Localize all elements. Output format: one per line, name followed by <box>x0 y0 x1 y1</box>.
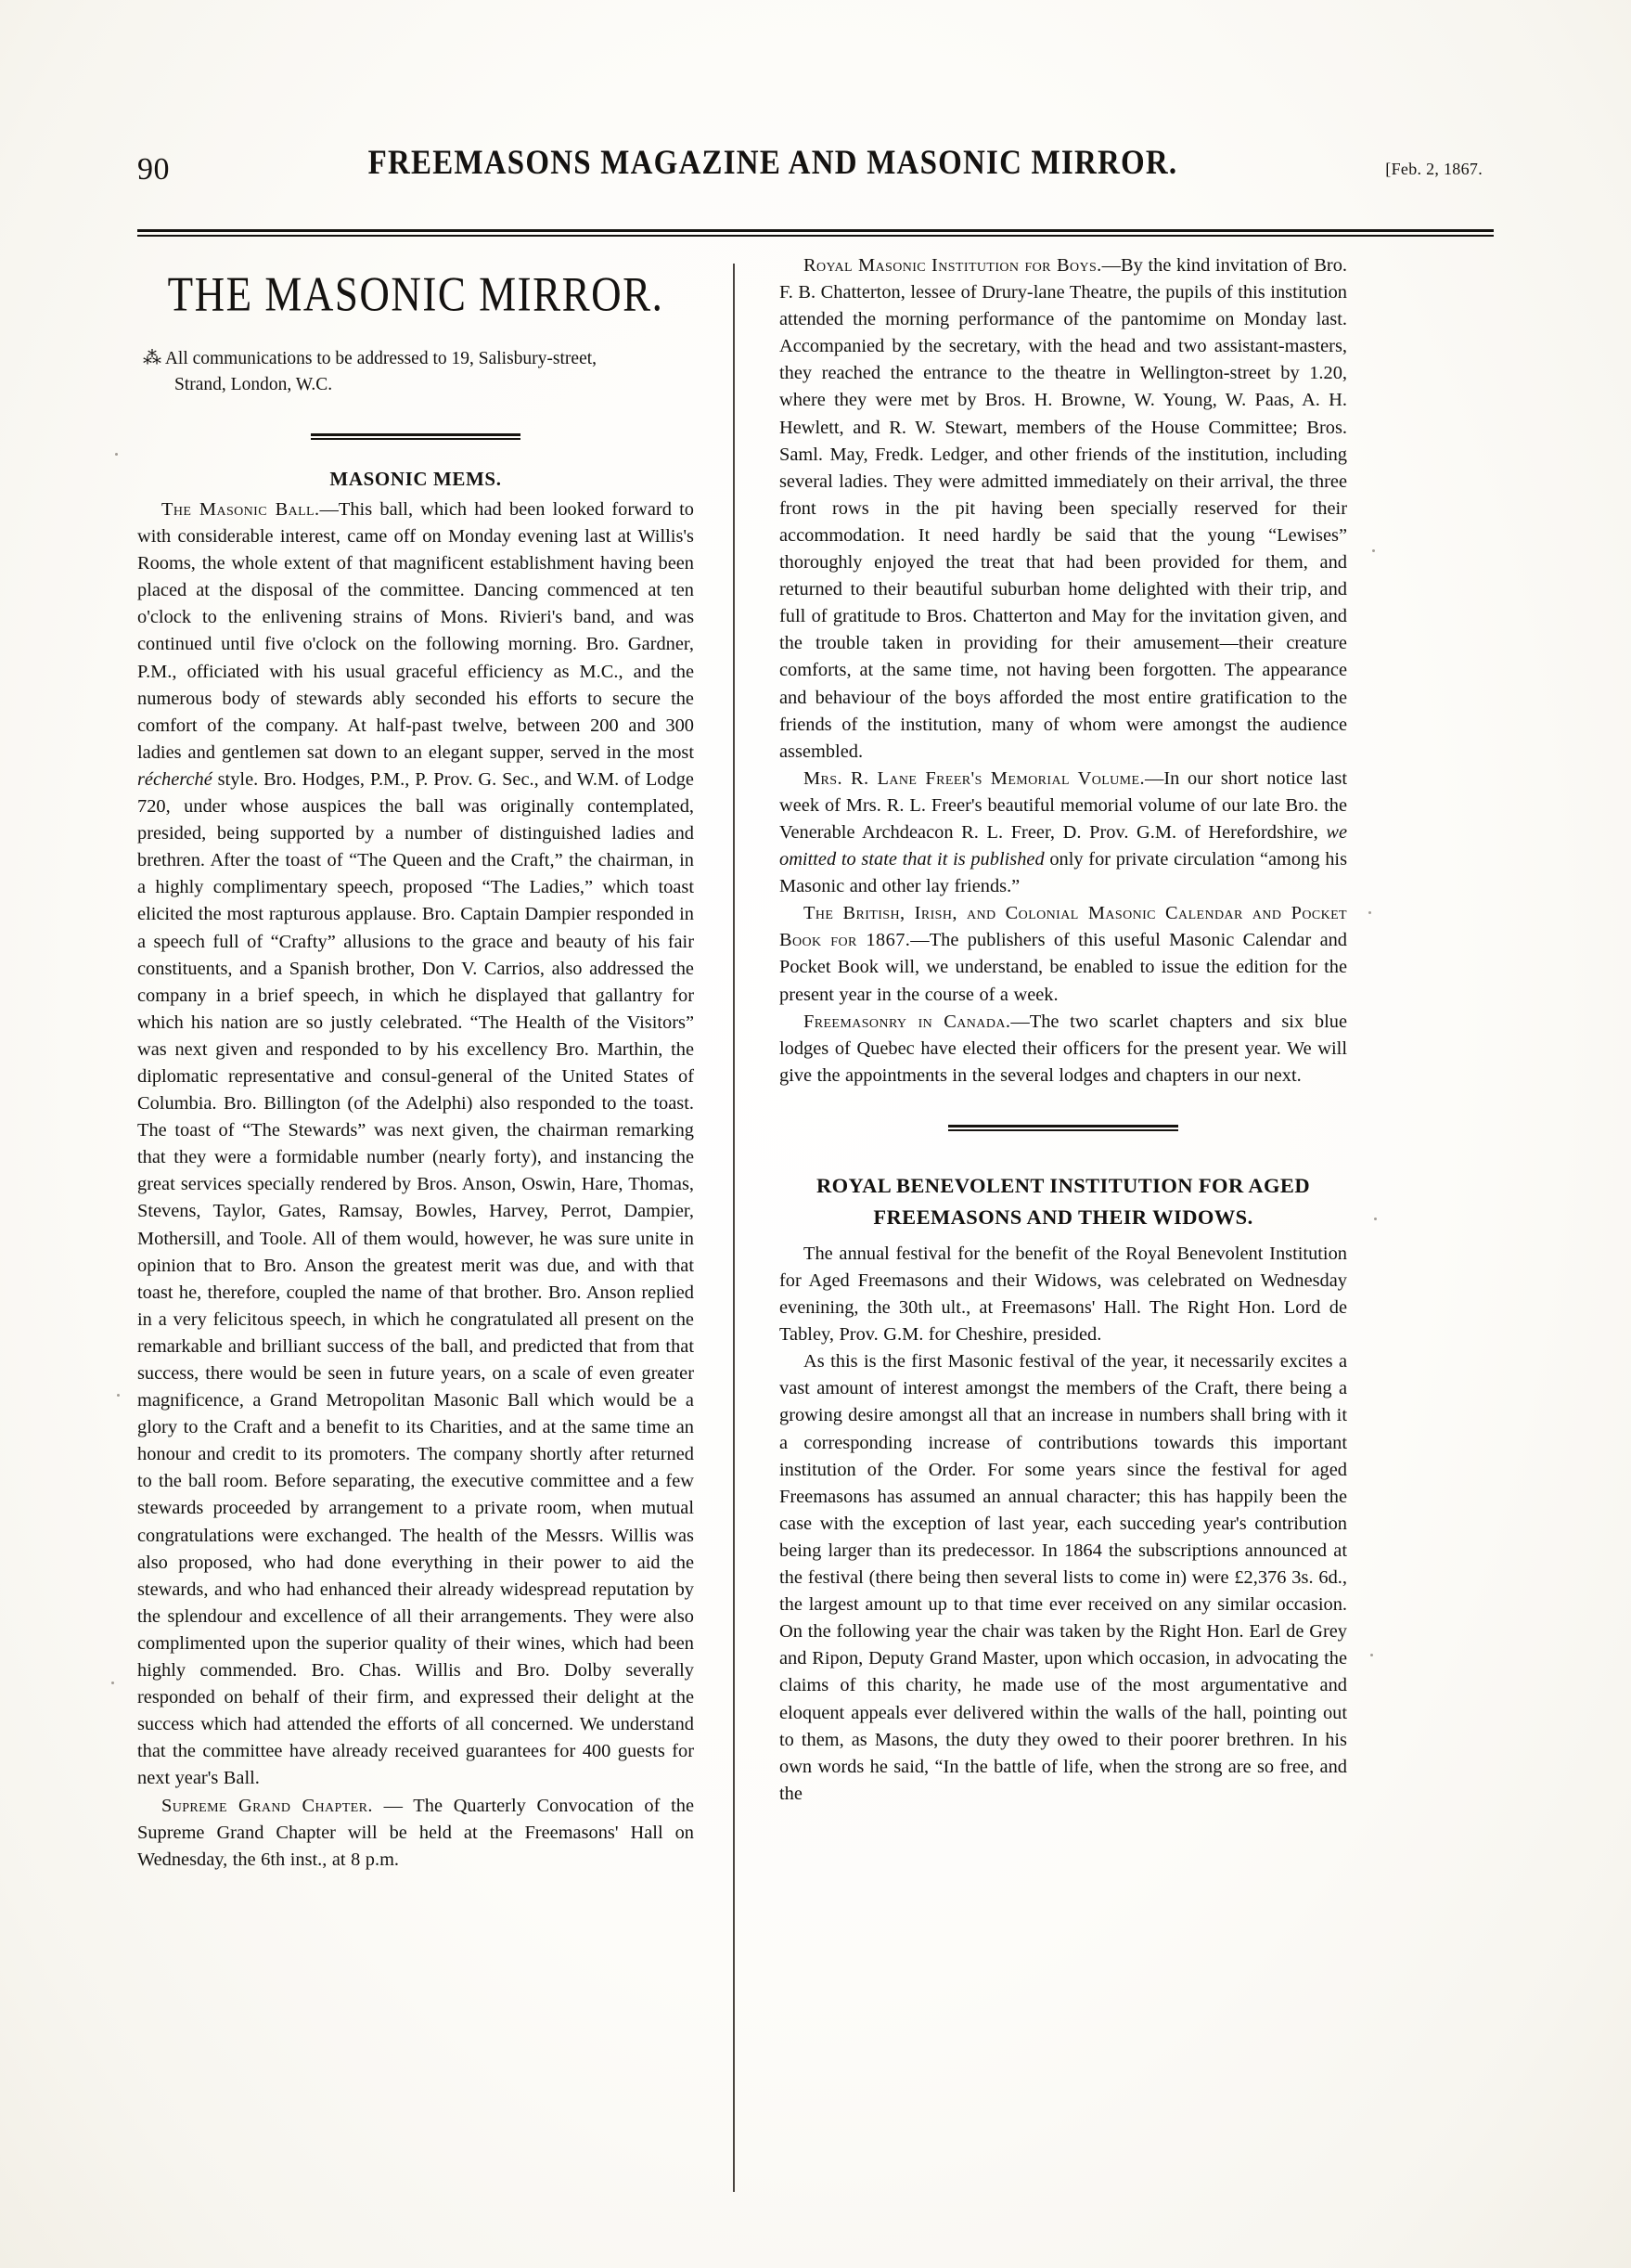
speck-mark-left-c <box>111 1682 114 1684</box>
article-lead-in-masonic-ball: The Masonic Ball. <box>161 499 320 520</box>
rbi-heading-line-2: FREEMASONS AND THEIR WIDOWS. <box>873 1205 1253 1229</box>
article-italic-freer-volume: we omitted to state that it is published <box>779 821 1347 870</box>
speck-mark-right-a <box>1372 549 1375 552</box>
article-masonic-calendar-pocket-book <box>779 900 1347 1008</box>
page-folio-number: 90 <box>137 152 170 187</box>
speck-mark-left-a <box>115 453 118 456</box>
article-lead-in-canada: Freemasonry in Canada. <box>803 1011 1011 1032</box>
article-lead-in-freer-volume: Mrs. R. Lane Freer's Memorial Volume. <box>803 767 1145 789</box>
article-lead-in-supreme-grand-chapter: Supreme Grand Chapter. <box>161 1795 373 1816</box>
article-freer-memorial-volume <box>779 766 1347 900</box>
royal-benevolent-institution-heading <box>779 1170 1347 1233</box>
rbi-paragraph-2: As this is the first Masonic festival of the year, it necessarily excites a vast amount of interest amongst the members of the Craft, there being a growing desire amongst all that an increase in numbers shall bring with it a corresponding increase of contributions towards this important institution of the Order. For some years since the festival for aged Freemasons has assumed an annual character; this has happily been the case with the exception of last year, each succeding year's contribution being larger than its predecessor. In 1864 the subscriptions announced at the festival (there being then several lists to come in) were £2,376 3s. 6d., the largest amount up to that time ever received on any similar occasion. On the following year the chair was taken by the Right Hon. Earl de Grey and Ripon, Deputy Grand Master, upon which occasion, in advocating the claims of this charity, he made use of the most argumentative and eloquent appeals ever delivered within the walls of the hall, pointing out to them, as Masons, the duty they owed to their poorer brethren. In his own words he said, “In the battle of life, when the strong are so free, and the <box>779 1351 1347 1804</box>
left-column-divider-rule <box>311 433 520 440</box>
address-note-line-2: Strand, London, W.C. <box>174 375 333 394</box>
issue-date: [Feb. 2, 1867. <box>1385 160 1483 178</box>
running-head <box>0 139 1631 206</box>
article-freemasonry-in-canada <box>779 1009 1347 1089</box>
running-head-title-text: FREEMASONS MAGAZINE AND MASONIC MIRROR. <box>367 144 1178 183</box>
address-note-line-1: All communications to be addressed to 19, Salisbury-street, <box>164 349 597 368</box>
article-royal-masonic-institution-boys <box>779 252 1347 766</box>
article-text-masonic-ball-part1: —This ball, which had been looked forward to with considerable interest, came off on Monday evening last at Willis's Rooms, the whole extent of that magnificent establishment having been placed at the disposal of the committee. Dancing commenced at ten o'clock to the enlivening strains of Mons. Rivieri's band, and was continued until five o'clock on the following morning. Bro. Gardner, P.M., officiated with his usual graceful efficiency as M.C., and the numerous body of stewards ably seconded his efforts to secure the comfort of the company. At half-past twelve, between 200 and 300 ladies and gentlemen sat down to an elegant supper, served in the most <box>137 499 694 763</box>
article-italic-recherche: récherché <box>137 768 212 790</box>
column-separator-rule <box>733 264 735 2192</box>
asterism-glyph: ⁂ <box>143 348 161 368</box>
editorial-address-note <box>137 345 694 398</box>
masonic-mems-heading: MASONIC MEMS. <box>329 468 502 490</box>
article-text-calendar: —The publishers of this useful Masonic Calendar and Pocket Book will, we understand, be enabled to issue the edition for the present year in the course of a week. <box>779 930 1348 1005</box>
right-column <box>779 252 1347 1808</box>
article-text-supreme-grand-chapter: — The Quarterly Convocation of the Supreme Grand Chapter will be held at the Freemasons' Hall on Wednesday, the 6th inst., at 8 p.m. <box>137 1795 695 1870</box>
rbi-paragraph-1: The annual festival for the benefit of the Royal Benevolent Institution for Aged Freemasons and their Widows, was celebrated on Wednesday evenining, the 30th ult., at Freemasons' Hall. The Right Hon. Lord de Tabley, Prov. G.M. for Cheshire, presided. <box>779 1243 1347 1346</box>
article-lead-in-rmib: Royal Masonic Institution for Boys. <box>803 255 1102 276</box>
speck-mark-right-d <box>1370 1654 1373 1656</box>
article-supreme-grand-chapter <box>137 1793 694 1874</box>
article-text-canada: —The two scarlet chapters and six blue lodges of Quebec have elected their officers for the present year. We will give the appointments in the several lodges and chapters in our next. <box>779 1011 1347 1086</box>
article-text-freer-volume-part1: —In our short notice last week of Mrs. R. L. Freer's beautiful memorial volume of our late Bro. the Venerable Archdeacon R. L. Freer, D. Prov. G.M. of Herefordshire, <box>779 767 1348 843</box>
speck-mark-right-c <box>1374 1218 1377 1220</box>
speck-mark-right-b <box>1368 911 1371 914</box>
left-column <box>137 252 694 1874</box>
article-masonic-ball <box>137 496 694 1793</box>
masonic-mirror-masthead: THE MASONIC MIRROR. <box>167 266 664 322</box>
article-lead-in-calendar: The British, Irish, and Colonial Masonic Calendar and Pocket Book for 1867. <box>779 903 1347 951</box>
two-column-body <box>137 252 1494 2210</box>
header-double-rule <box>137 229 1494 238</box>
article-text-masonic-ball-part2: style. Bro. Hodges, P.M., P. Prov. G. Sec., and W.M. of Lodge 720, under whose auspices the ball was originally contemplated, presided, being supported by a number of distinguished ladies and brethren. After the toast of “The Queen and the Craft,” the chairman, in a highly complimentary speech, proposed “The Ladies,” which toast elicited the most rapturous applause. Bro. Captain Dampier responded in a speech full of “Crafty” allusions to the grace and beauty of his fair constituents, and a Spanish brother, Don V. Carrios, also addressed the company in a brief speech, in which he displayed that gallantry for which his nation are so justly celebrated. “The Health of the Visitors” was next given and responded to by his excellency Bro. Marthin, the diplomatic representative and consul-general of the United States of Columbia. Bro. Billington (of the Adelphi) also responded to the toast. The toast of “The Stewards” was next given, the chairman remarking that they were a formidable number (nearly forty), and instancing the great services specially rendered by Bros. Anson, Oswin, Hare, Thomas, Stevens, Taylor, Gates, Ramsay, Bowles, Harvey, Perrot, Dampier, Mothersill, and Toole. All of them would, however, he was sure unite in opinion that to Bro. Anson the greatest merit was due, and with that toast he, therefore, coupled the name of that brother. Bro. Anson replied in a very felicitous speech, in which he congratulated all present on the remarkable and brilliant success of the ball, and predicted that from that success, there would be seen in future years, on a scale of even greater magnificence, a Grand Metropolitan Masonic Ball which would be a glory to the Craft and a benefit to its Charities, and at the same time an honour and credit to its promoters. The company shortly after returned to the ball room. Before separating, the executive committee and a few stewards proceeded by arrangement to a private room, when mutual congratulations were exchanged. The health of the Messrs. Willis was also proposed, who had done everything in their power to aid the stewards, and who had enhanced their already widespread reputation by the splendour and excellence of all their arrangements. They were also complimented upon the superior quality of their wines, which had been highly commended. Bro. Chas. Willis and Bro. Dolby severally responded on behalf of their firm, and expressed their delight at the success which had attended the efforts of all concerned. We understand that the committee have already received guarantees for 400 guests for next year's Ball. <box>137 768 694 1789</box>
article-text-freer-volume-part2: only for private circulation “among his Masonic and other lay friends.” <box>779 849 1347 897</box>
rbi-heading-line-1: ROYAL BENEVOLENT INSTITUTION FOR AGED <box>816 1173 1310 1197</box>
speck-mark-left-b <box>117 1394 120 1397</box>
article-text-rmib: —By the kind invitation of Bro. F. B. Chatterton, lessee of Drury-lane Theatre, the pupils of this institution attended the morning performance of the pantomime on Monday last. Accompanied by the secretary, with the head and two assistant-masters, they reached the entrance to the theatre in Wellington-street by 1.20, where they were met by Bros. H. Browne, W. Young, W. Paas, A. H. Hewlett, and R. W. Stewart, members of the House Committee; Bros. Saml. May, Fredk. Ledger, and other friends of the institution, including several ladies. They were admitted immediately on their arrival, the three front rows in the pit having been specially reserved for their accommodation. It need hardly be said that the young “Lewises” thoroughly enjoyed the treat that had been provided for them, and returned to their beautiful suburban home delighted with their trip, and full of gratitude to Bros. Chatterton and May for the invitation given, and the trouble taken in providing for their amusement—their creature comforts, at the same time, not having been forgotten. The appearance and behaviour of the boys afforded the most entire gratification to the friends of the institution, many of whom were amongst the audience assembled. <box>779 255 1347 762</box>
right-column-divider-rule <box>948 1125 1178 1131</box>
